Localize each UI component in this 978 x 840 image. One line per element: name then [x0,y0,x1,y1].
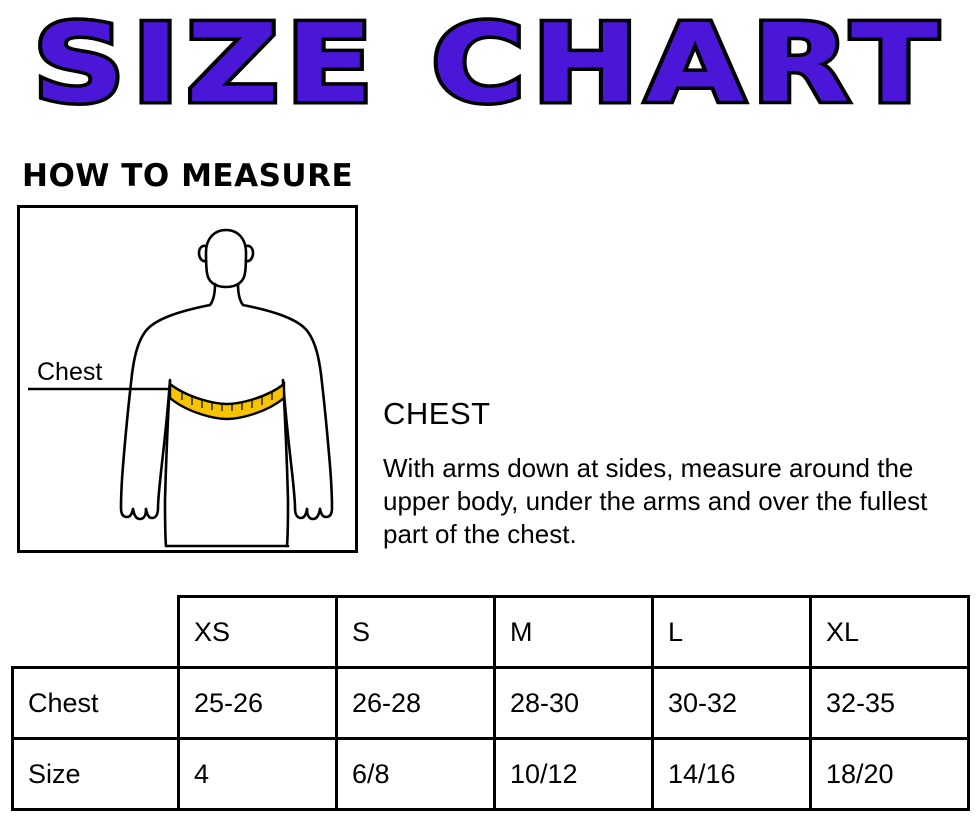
description-heading: CHEST [383,396,491,431]
cell-chest-xs: 25-26 [179,668,337,739]
row-label-chest: Chest [13,668,179,739]
cell-chest-l: 30-32 [653,668,811,739]
table-header-xl: XL [811,597,969,668]
table-header-s: S [337,597,495,668]
cell-size-s: 6/8 [337,739,495,810]
table-header-l: L [653,597,811,668]
cell-size-m: 10/12 [495,739,653,810]
cell-chest-xl: 32-35 [811,668,969,739]
tape-measure-icon [170,384,284,419]
row-label-size: Size [13,739,179,810]
table-header-xs: XS [179,597,337,668]
table-corner-cell [13,597,179,668]
cell-size-xs: 4 [179,739,337,810]
table-header-row [13,597,969,668]
page-title-banner [0,0,978,145]
table-header-m: M [495,597,653,668]
cell-chest-s: 26-28 [337,668,495,739]
size-table [11,595,970,811]
cell-size-l: 14/16 [653,739,811,810]
table-row [13,668,969,739]
page-title: SIZE CHART [33,2,945,127]
chest-figure-caption: Chest [34,358,105,387]
table-row [13,739,969,810]
cell-size-xl: 18/20 [811,739,969,810]
description-body: With arms down at sides, measure around the upper body, under the arms and over the fullest part of the chest. [383,453,928,549]
how-to-measure-heading: HOW TO MEASURE [22,158,354,194]
cell-chest-m: 28-30 [495,668,653,739]
